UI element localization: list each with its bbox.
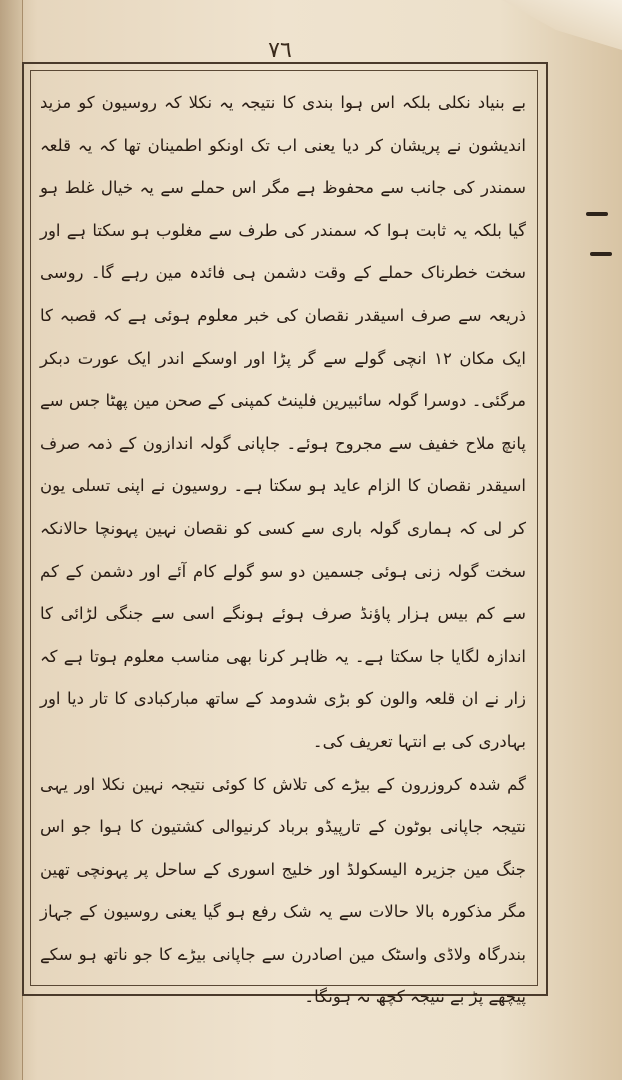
paragraph-2: گم شدہ کروزرون کے بیڑے کی تلاش کا کوئی نتیجہ نہین نکلا اور یہی نتیجہ جاپانی بوٹون کے تارپیڈو برباد کرنیوالی کشتیون کا ہوا جو اس جنگ مین جزیرہ الیسکولڈ اور خلیج اسوری کے ساحل پر پہونچی تھین مگر مذکورہ بالا حالات سے یہ شک رفع ہو گیا یعنی روسیون کے جہاز بندرگاہ ولاڈی واسٹک مین اصادرن سے جاپانی بیڑے کا جو ناتھ ہو سکے پیچھے پڑ بے نتیجہ کچھ نہ ہونگا۔	[40, 774, 526, 1007]
margin-mark	[586, 212, 608, 216]
page-gutter	[0, 0, 23, 1080]
folded-corner	[502, 0, 622, 50]
text-block	[40, 82, 527, 1007]
margin-mark	[590, 252, 612, 256]
page-number: ٧٦	[268, 38, 292, 63]
paragraph-1: بے بنیاد نکلی بلکہ اس ہوا بندی کا نتیجہ یہ نکلا کہ روسیون کو مزید اندیشون نے پریشان کر دیا یعنی اب تک اونکو اطمینان تھا کہ یہ قلعہ سمندر کی جانب سے محفوظ ہے مگر اس حملے سے یہ خیال غلط ہو گیا بلکہ یہ ثابت ہوا کہ سمندر کی طرف سے مغلوب ہو سکتا ہے اور سخت خطرناک حملے کے وقت دشمن ہی فائدہ مین رہے گا۔ روسی ذریعہ سے صرف اسیقدر نقصان کی خبر معلوم ہوئی ہے کہ قصبہ کا ایک مکان ۱۲ انچی گولے سے گر پڑا اور اوسکے اندر ایک عورت دبکر مرگئی۔ دوسرا گولہ سائبیرین فلینٹ کمپنی کے صحن مین پھٹا جس سے پانچ ملاح خفیف سے مجروح ہوئے۔ جاپانی گولہ اندازون کے ذمہ صرف اسیقدر نقصان کا الزام عاید ہو سکتا ہے۔ روسیون نے اپنی تسلی یون کر لی کہ ہماری گولہ باری سے کسی کو نقصان نہین پہونچا حالانکہ سخت گولہ زنی ہوئی جسمین دو سو گولے کام آئے اور دشمن کے کم سے کم بیس ہزار پاؤنڈ صرف ہوئے ہونگے اسی سے جنگی لڑائی کا اندازہ لگایا جا سکتا ہے۔ یہ ظاہر کرنا بھی مناسب معلوم ہوتا ہے کہ زار نے ان قلعہ والون کو بڑی شدومد کے ساتھ مبارکبادی کا تار دیا اور بہادری کی بے انتہا تعریف کی۔	[40, 93, 527, 751]
